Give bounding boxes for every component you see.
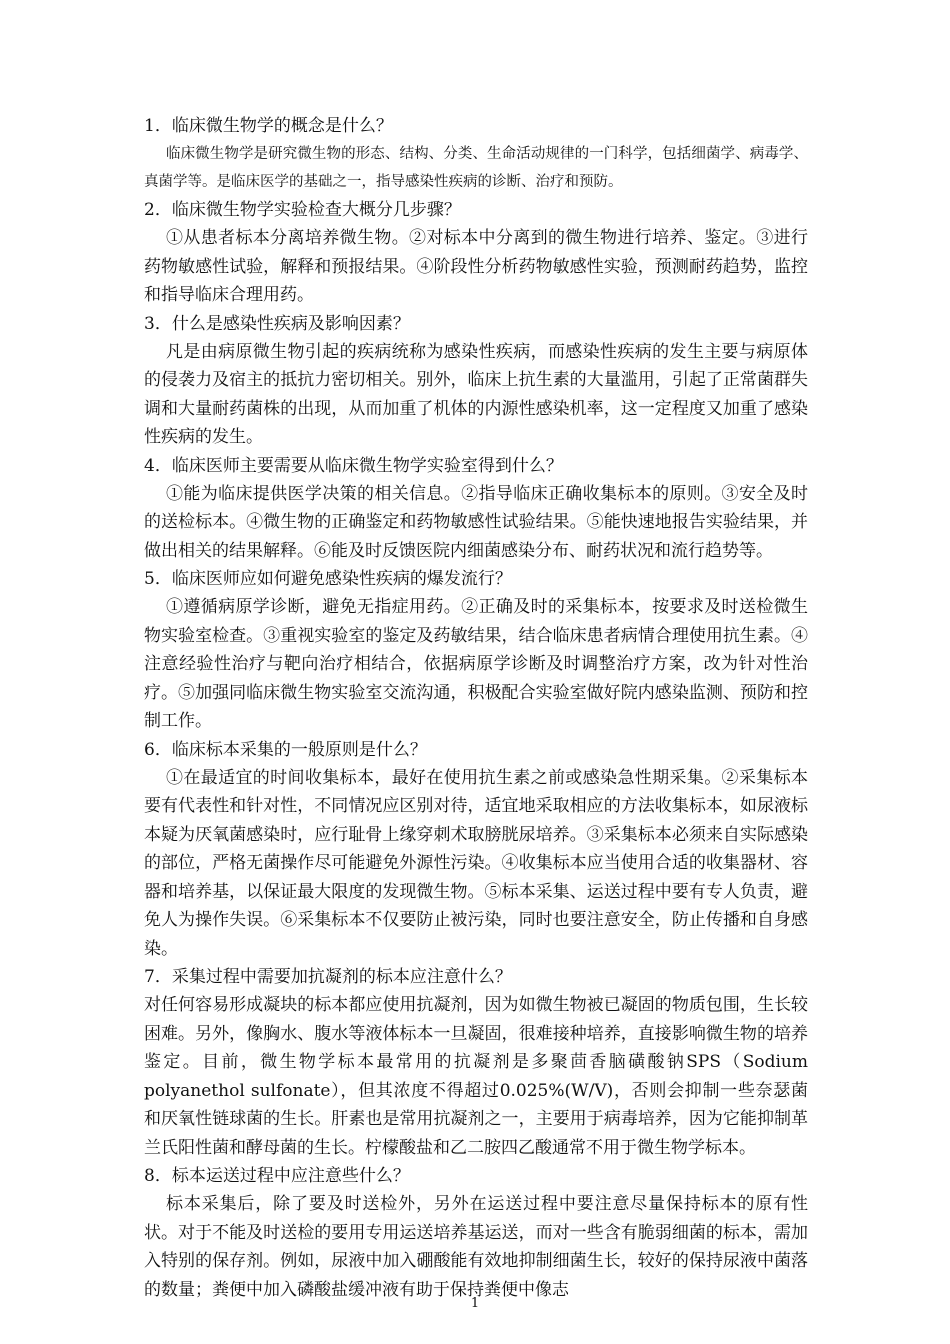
question-3: 3．什么是感染性疾病及影响因素？ bbox=[144, 313, 410, 334]
question-8: 8．标本运送过程中应注意些什么？ bbox=[144, 1166, 410, 1186]
answer-6: ①在最适宜的时间收集标本，最好在使用抗生素之前或感染急性期采集。②采集标本要有代表性和针对性，不同情况应区别对待，适宜地采取相应的方法收集标本，如尿液标本疑为厌氧菌感染时，应行耻骨上缘穿刺术取膀胱尿培养。③采集标本必须来自实际感染的部位，严格无菌操作尽可能避免外源性污染。④收集标本应当使用合适的收集器材、容器和培养基，以保证最大限度的发现微生物。⑤标本采集、运送过程中要有专人负责，避免人为操作失误。⑥采集标本不仅要防止被污染，同时也要注意安全，防止传播和自身感染。 bbox=[144, 767, 808, 959]
answer-2: ①从患者标本分离培养微生物。②对标本中分离到的微生物进行培养、鉴定。③进行药物敏感性试验，解释和预报结果。④阶段性分析药物敏感性实验，预测耐药趋势，监控和指导临床合理用药。 bbox=[144, 228, 808, 305]
answer-5: ①遵循病原学诊断，避免无指症用药。②正确及时的采集标本，按要求及时送检微生物实验室检查。③重视实验室的鉴定及药敏结果，结合临床患者病情合理使用抗生素。④注意经验性治疗与靶向治疗相结合，依据病原学诊断及时调整治疗方案，改为针对性治疗。⑤加强同临床微生物实验室交流沟通，积极配合实验室做好院内感染监测、预防和控制工作。 bbox=[144, 597, 808, 731]
page-content bbox=[144, 110, 808, 1304]
question-4: 4．临床医师主要需要从临床微生物学实验室得到什么？ bbox=[144, 455, 563, 476]
question-6: 6．临床标本采集的一般原则是什么？ bbox=[144, 739, 427, 760]
answer-4: ①能为临床提供医学决策的相关信息。②指导临床正确收集标本的原则。③安全及时的送检标本。④微生物的正确鉴定和药物敏感性试验结果。⑤能快速地报告实验结果，并做出相关的结果解释。⑥能及时反馈医院内细菌感染分布、耐药状况和流行趋势等。 bbox=[144, 483, 808, 561]
question-1: 1．临床微生物学的概念是什么？ bbox=[144, 116, 393, 136]
question-2: 2．临床微生物学实验检查大概分几步骤？ bbox=[144, 200, 461, 220]
answer-8: 标本采集后，除了要及时送检外，另外在运送过程中要注意尽量保持标本的原有性状。对于不能及时送检的要用专用运送培养基运送，而对一些含有脆弱细菌的标本，需加入特别的保存剂。例如，尿液中加入硼酸能有效地抑制细菌生长，较好的保持尿液中菌落的数量；粪便中加入磷酸盐缓冲液有助于保持粪便中像志 bbox=[144, 1194, 808, 1300]
answer-1: 临床微生物学是研究微生物的形态、结构、分类、生命活动规律的一门科学，包括细菌学、病毒学、真菌学等。是临床医学的基础之一，指导感染性疾病的诊断、治疗和预防。 bbox=[144, 146, 808, 190]
question-7: 7．采集过程中需要加抗凝剂的标本应注意什么？ bbox=[144, 967, 512, 987]
page-number: 1 bbox=[470, 1296, 480, 1311]
question-5: 5．临床医师应如何避免感染性疾病的爆发流行？ bbox=[144, 569, 512, 589]
answer-3: 凡是由病原微生物引起的疾病统称为感染性疾病，而感染性疾病的发生主要与病原体的侵袭力及宿主的抵抗力密切相关。别外，临床上抗生素的大量滥用，引起了正常菌群失调和大量耐药菌株的出现，从而加重了机体的内源性感染机率，这一定程度又加重了感染性疾病的发生。 bbox=[144, 341, 808, 447]
answer-7: 对任何容易形成凝块的标本都应使用抗凝剂，因为如微生物被已凝固的物质包围，生长较困难。另外，像胸水、腹水等液体标本一旦凝固，很难接种培养，直接影响微生物的培养鉴定。目前，微生物学标本最常用的抗凝剂是多聚茴香脑磺酸钠SPS（Sodium polyanethol sulfonate），但其浓度不得超过0.025%(W/V)，否则会抑制一些奈瑟菌和厌氧性链球菌的生长。肝素也是常用抗凝剂之一，主要用于病毒培养，因为它能抑制革兰氏阳性菌和酵母菌的生长。柠檬酸盐和乙二胺四乙酸通常不用于微生物学标本。 bbox=[144, 995, 808, 1158]
